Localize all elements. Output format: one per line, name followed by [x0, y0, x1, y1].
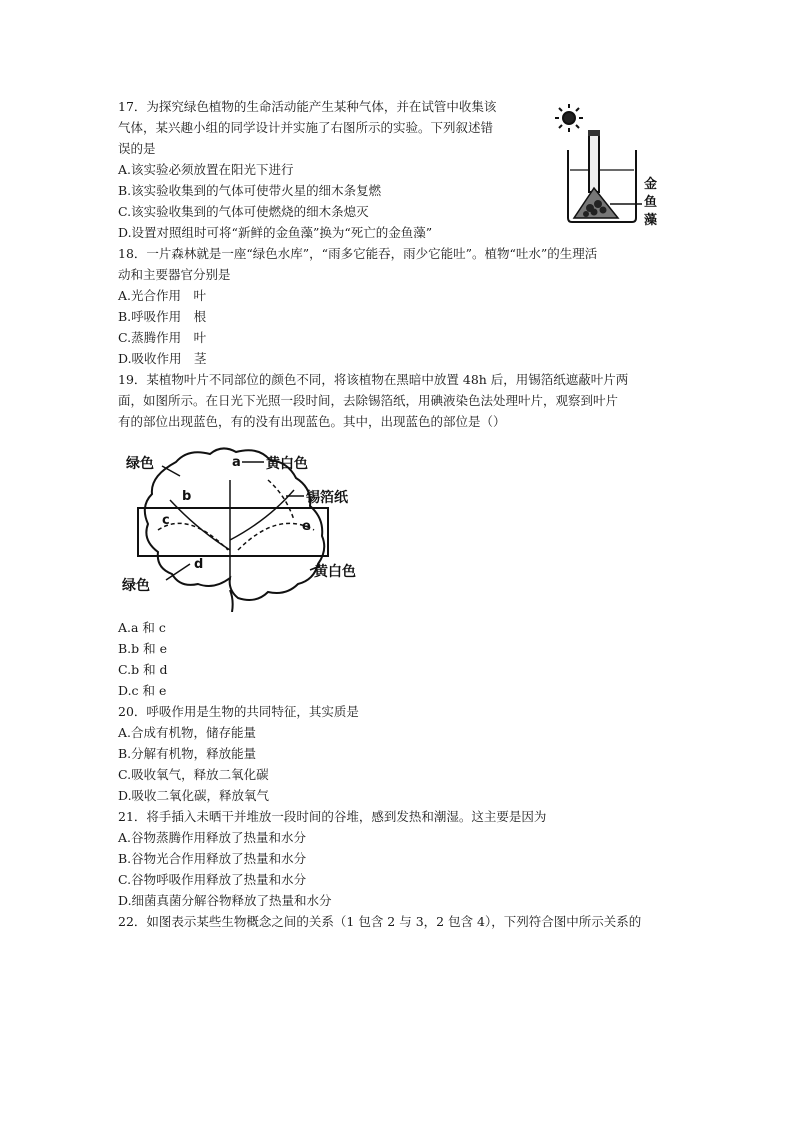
- label-yu: 鱼: [644, 195, 658, 210]
- q20-option-a: A.合成有机物，储存能量: [118, 725, 257, 740]
- q17-stem-line-1: 17．为探究绿色植物的生命活动能产生某种气体，并在试管中收集该: [118, 99, 497, 114]
- label-c: c: [162, 513, 170, 528]
- sun-icon: [555, 104, 583, 132]
- q19-option-a: A.a 和 c: [118, 620, 166, 635]
- q19-stem-line-2: 面，如图所示。在日光下光照一段时间，去除锡箔纸，用碘液染色法处理叶片，观察到叶片: [118, 393, 619, 408]
- q21-option-c: C.谷物呼吸作用释放了热量和水分: [118, 872, 307, 887]
- label-green-bottom: 绿色: [122, 578, 150, 594]
- q17-option-d: D.设置对照组时可将“新鲜的金鱼藻”换为“死亡的金鱼藻”: [118, 225, 433, 240]
- q17-option-c: C.该实验收集到的气体可使燃烧的细木条熄灭: [118, 204, 369, 219]
- label-jin: 金: [644, 177, 658, 192]
- q19-leaf-figure: [118, 440, 378, 612]
- q17-stem-line-2: 气体，某兴趣小组的同学设计并实施了右图所示的实验。下列叙述错: [118, 120, 494, 135]
- label-yellow-top: 黄白色: [266, 456, 308, 472]
- q19-stem-line-3: 有的部位出现蓝色，有的没有出现蓝色。其中，出现蓝色的部位是（）: [118, 414, 506, 429]
- label-a: a: [232, 455, 241, 470]
- q21-option-b: B.谷物光合作用释放了热量和水分: [118, 851, 307, 866]
- q19-option-d: D.c 和 e: [118, 683, 167, 698]
- q18-option-d: D.吸收作用 茎: [118, 351, 207, 366]
- q21-option-a: A.谷物蒸腾作用释放了热量和水分: [118, 830, 307, 845]
- q18-stem-line-1: 18．一片森林就是一座“绿色水库”，“雨多它能吞，雨少它能吐”。植物“吐水”的生理活: [118, 246, 598, 261]
- label-zao: 藻: [644, 213, 658, 228]
- q18-option-a: A.光合作用 叶: [118, 288, 207, 303]
- q21-stem-line-1: 21．将手插入未晒干并堆放一段时间的谷堆，感到发热和潮湿。这主要是因为: [118, 809, 547, 824]
- leaf-icon: [145, 448, 324, 612]
- q19-option-b: B.b 和 e: [118, 641, 168, 656]
- label-yellow-bottom: 黄白色: [314, 564, 356, 580]
- q21-option-d: D.细菌真菌分解谷物释放了热量和水分: [118, 893, 332, 908]
- label-e: e: [302, 519, 311, 534]
- label-b: b: [182, 489, 192, 504]
- q19-stem-line-1: 19．某植物叶片不同部位的颜色不同，将该植物在黑暗中放置 48h 后，用锡箔纸遮蔽叶片两: [118, 372, 629, 387]
- q19-option-c: C.b 和 d: [118, 662, 168, 677]
- q18-stem-line-2: 动和主要器官分别是: [118, 267, 231, 282]
- label-foil: 锡箔纸: [306, 490, 348, 506]
- q18-option-c: C.蒸腾作用 叶: [118, 330, 207, 345]
- q20-option-c: C.吸收氧气，释放二氧化碳: [118, 767, 269, 782]
- q20-stem-line-1: 20．呼吸作用是生物的共同特征，其实质是: [118, 704, 359, 719]
- q18-option-b: B.呼吸作用 根: [118, 309, 207, 324]
- q17-experiment-figure: [548, 100, 678, 235]
- label-d: d: [194, 557, 204, 572]
- q17-stem-line-3: 误的是: [118, 141, 156, 156]
- q20-option-b: B.分解有机物，释放能量: [118, 746, 257, 761]
- q17-option-b: B.该实验收集到的气体可使带火星的细木条复燃: [118, 183, 382, 198]
- q17-option-a: A.该实验必须放置在阳光下进行: [118, 162, 294, 177]
- q20-option-d: D.吸收二氧化碳，释放氧气: [118, 788, 270, 803]
- label-green-top: 绿色: [126, 456, 154, 472]
- q22-stem-line-1: 22．如图表示某些生物概念之间的关系（1 包含 2 与 3，2 包含 4），下列符合图中所示关系的: [118, 914, 642, 929]
